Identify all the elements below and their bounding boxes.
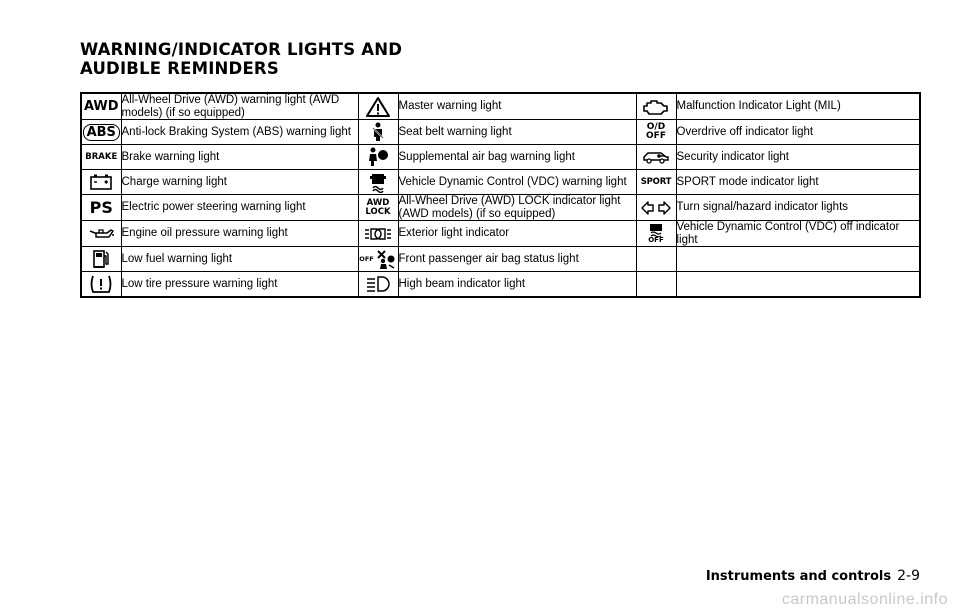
indicator-description: All-Wheel Drive (AWD) LOCK indicator light (AWD models) (if so equipped): [398, 195, 636, 221]
engine-mil-icon: [637, 95, 676, 119]
empty-cell: [676, 247, 920, 272]
indicator-description: Exterior light indicator: [398, 221, 636, 247]
sport-mode-icon: SPORT: [640, 176, 672, 187]
title-line-2: AUDIBLE REMINDERS: [80, 59, 279, 78]
abs-icon: ABS: [82, 120, 121, 144]
awd-lock-icon: AWD LOCK: [365, 198, 391, 217]
indicator-description: Security indicator light: [676, 145, 920, 170]
vdc-icon: [359, 170, 398, 194]
indicator-description: Brake warning light: [121, 145, 358, 170]
indicator-description: Charge warning light: [121, 170, 358, 195]
indicator-description: Supplemental air bag warning light: [398, 145, 636, 170]
indicator-description: High beam indicator light: [398, 272, 636, 298]
page-title: [80, 40, 402, 78]
vdc-off-icon: OFF: [637, 222, 676, 246]
table-row: [81, 272, 920, 298]
indicator-description: Low tire pressure warning light: [121, 272, 358, 298]
indicator-description: Low fuel warning light: [121, 247, 358, 272]
table-row: [81, 221, 920, 247]
section-name: Instruments and controls: [705, 569, 892, 584]
watermark: carmanualsonline.info: [781, 591, 948, 608]
table-row: [81, 170, 920, 195]
indicator-description: Vehicle Dynamic Control (VDC) off indicator light: [676, 221, 920, 247]
awd-warning-icon: AWD: [83, 99, 119, 114]
indicator-description: Vehicle Dynamic Control (VDC) warning light: [398, 170, 636, 195]
indicator-table: [80, 92, 921, 298]
indicator-description: Master warning light: [398, 93, 636, 120]
title-line-1: WARNING/INDICATOR LIGHTS AND: [80, 40, 403, 59]
security-car-key-icon: [637, 145, 676, 169]
indicator-description: Overdrive off indicator light: [676, 120, 920, 145]
indicator-description: All-Wheel Drive (AWD) warning light (AWD models) (if so equipped): [121, 93, 358, 120]
power-steering-icon: PS: [89, 197, 113, 217]
indicator-description: Seat belt warning light: [398, 120, 636, 145]
high-beam-icon: [359, 272, 398, 296]
empty-cell: [636, 247, 676, 272]
seat-belt-icon: [359, 120, 398, 144]
fuel-pump-icon: [82, 247, 121, 271]
indicator-description: Malfunction Indicator Light (MIL): [676, 93, 920, 120]
empty-cell: [636, 272, 676, 298]
od-off-icon: O/D OFF: [646, 122, 666, 141]
table-row: [81, 195, 920, 221]
battery-charge-icon: [82, 170, 121, 194]
airbag-icon: [359, 145, 398, 169]
page-footer: [706, 567, 920, 585]
table-row: [81, 247, 920, 272]
oil-can-icon: [82, 222, 121, 246]
table-row: [81, 93, 920, 120]
indicator-description: SPORT mode indicator light: [676, 170, 920, 195]
tire-pressure-icon: [82, 272, 121, 296]
brake-icon: BRAKE: [85, 151, 118, 162]
table-row: [81, 120, 920, 145]
turn-signal-icon: [637, 196, 676, 220]
indicator-description: Front passenger air bag status light: [398, 247, 636, 272]
master-warning-icon: [359, 95, 398, 119]
indicator-description: Turn signal/hazard indicator lights: [676, 195, 920, 221]
exterior-light-icon: [359, 222, 398, 246]
table-row: [81, 145, 920, 170]
empty-cell: [676, 272, 920, 298]
indicator-description: Electric power steering warning light: [121, 195, 358, 221]
indicator-description: Anti-lock Braking System (ABS) warning light: [121, 120, 358, 145]
indicator-description: Engine oil pressure warning light: [121, 221, 358, 247]
page-number: 2-9: [897, 568, 920, 584]
passenger-airbag-off-icon: OFF: [359, 247, 398, 271]
